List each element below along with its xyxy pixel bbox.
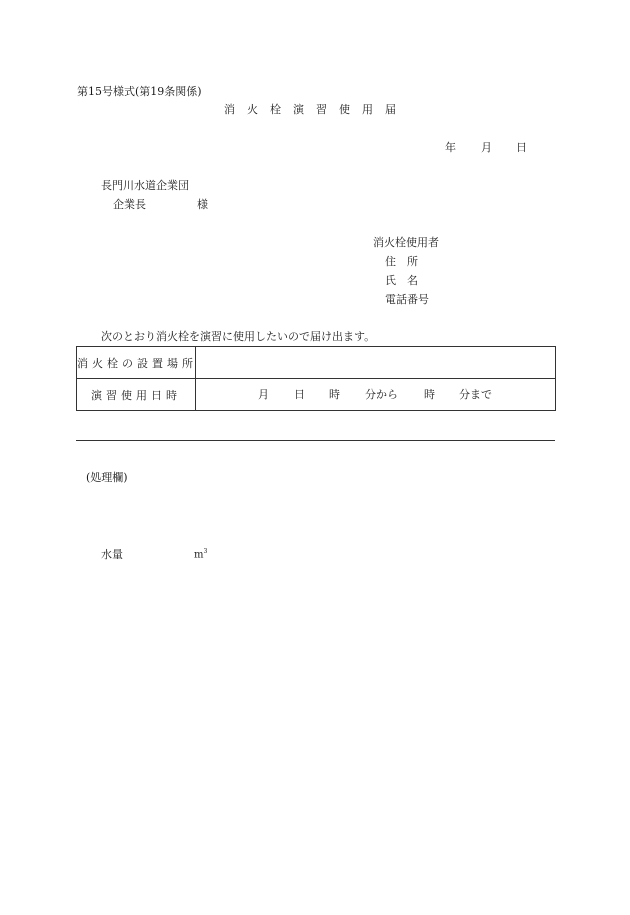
water-unit-exponent: 3 — [203, 548, 208, 555]
water-volume-unit — [194, 549, 207, 560]
location-field[interactable] — [196, 347, 556, 379]
addressee-honorific: 様 — [197, 198, 208, 211]
date-year-label: 年 — [445, 141, 456, 154]
water-unit-base: m — [194, 549, 204, 561]
datetime-label: 演習使用日時 — [77, 379, 196, 411]
intro-text: 次のとおり消火栓を演習に使用したいので届け出ます。 — [101, 330, 376, 343]
applicant-address-label: 住所 — [385, 255, 429, 268]
datetime-minute-from-label: 分から — [365, 388, 398, 401]
date-day-label: 日 — [516, 141, 527, 154]
document-title: 消火栓演習使用届 — [224, 103, 408, 116]
addressee-title: 企業長 — [113, 198, 146, 211]
datetime-hour-to-label: 時 — [424, 388, 435, 401]
date-month-label: 月 — [481, 141, 492, 154]
applicant-heading: 消火栓使用者 — [373, 236, 439, 249]
datetime-month-label: 月 — [258, 388, 269, 401]
applicant-phone-label: 電話番号 — [385, 293, 429, 306]
application-table — [76, 346, 556, 411]
datetime-field[interactable] — [196, 379, 556, 411]
table-row-location — [77, 347, 556, 379]
table-row-datetime — [77, 379, 556, 411]
form-number: 第15号様式(第19条関係) — [77, 85, 202, 98]
section-divider — [76, 440, 555, 441]
datetime-day-label: 日 — [294, 388, 305, 401]
datetime-hour-from-label: 時 — [329, 388, 340, 401]
water-volume-label: 水量 — [101, 548, 123, 561]
applicant-name-label: 氏名 — [385, 274, 429, 287]
location-label: 消火栓の設置場所 — [77, 347, 196, 379]
datetime-minute-to-label: 分まで — [459, 388, 492, 401]
addressee-organization: 長門川水道企業団 — [101, 179, 189, 192]
processing-section-label: (処理欄) — [86, 471, 128, 484]
